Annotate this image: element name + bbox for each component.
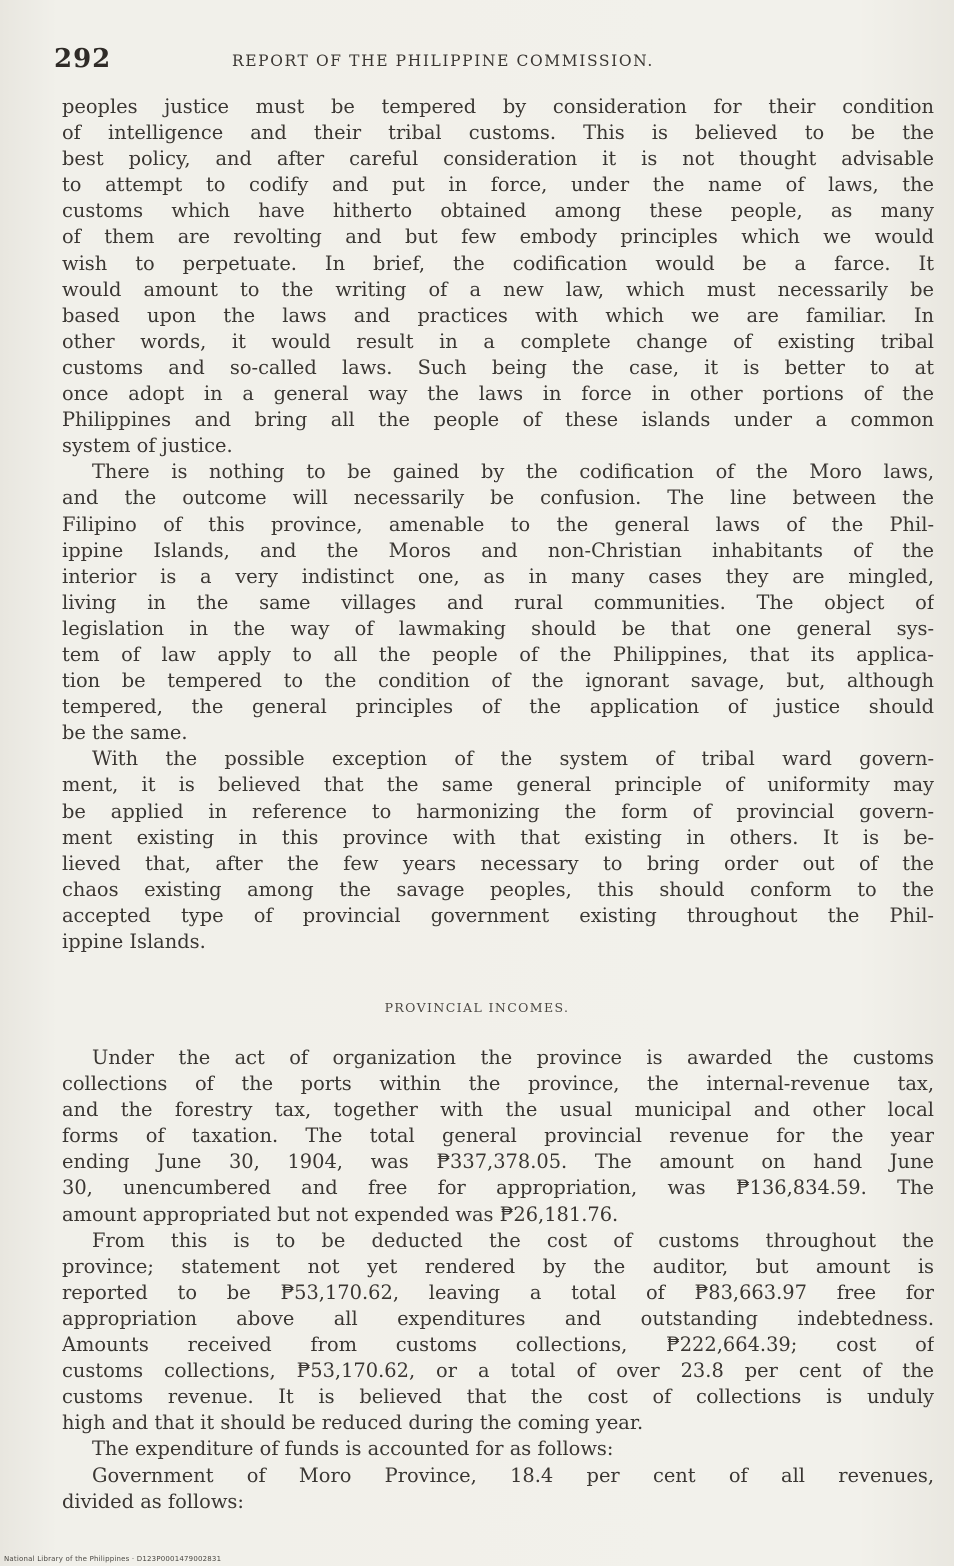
text-line: forms of taxation. The total general provincial revenue for the year: [62, 1124, 934, 1148]
text-line: amount appropriated but not expended was ₱26,181.76.: [62, 1202, 619, 1226]
text-line: With the possible exception of the system of tribal ward govern-: [92, 747, 934, 771]
text-line: Under the act of organization the province is awarded the customs: [92, 1046, 934, 1069]
text-line: be applied in reference to harmonizing the form of provincial govern-: [62, 799, 934, 823]
income-text: [62, 1045, 934, 1515]
text-line: divided as follows:: [62, 1489, 244, 1513]
text-line: province; statement not yet rendered by the auditor, but amount is: [62, 1254, 934, 1278]
text-line: 30, unencumbered and free for appropriation, was ₱136,834.59. The: [62, 1176, 934, 1200]
text-line: Philippines and bring all the people of these islands under a common: [62, 408, 934, 432]
text-line: Filipino of this province, amenable to the general laws of the Phil-: [62, 512, 934, 536]
text-line: of intelligence and their tribal customs. This is believed to be the: [62, 121, 934, 145]
text-line: ment, it is believed that the same general principle of uniformity may: [62, 773, 934, 797]
text-line: once adopt in a general way the laws in force in other portions of the: [62, 382, 934, 406]
text-line: other words, it would result in a complete change of existing tribal: [62, 329, 934, 353]
text-line: based upon the laws and practices with which we are familiar. In: [62, 303, 934, 327]
text-line: Amounts received from customs collections, ₱222,664.39; cost of: [62, 1333, 934, 1357]
text-line: customs which have hitherto obtained among these people, as many: [62, 199, 934, 223]
text-line: living in the same villages and rural communities. The object of: [62, 590, 934, 614]
text-line: and the forestry tax, together with the usual municipal and other local: [62, 1098, 934, 1122]
text-line: Government of Moro Province, 18.4 per cent of all revenues,: [92, 1463, 934, 1487]
page-number: 292: [54, 44, 112, 74]
text-line: best policy, and after careful consideration it is not thought advisable: [62, 147, 934, 171]
text-line: ending June 30, 1904, was ₱337,378.05. The amount on hand June: [62, 1150, 934, 1174]
text-line: chaos existing among the savage peoples, this should conform to the: [62, 877, 934, 901]
text-line: There is nothing to be gained by the codification of the Moro laws,: [92, 460, 934, 484]
text-line: to attempt to codify and put in force, under the name of laws, the: [62, 173, 934, 197]
text-line: system of justice.: [62, 434, 233, 458]
text-line: customs collections, ₱53,170.62, or a total of over 23.8 per cent of the: [62, 1359, 934, 1383]
text-line: wish to perpetuate. In brief, the codification would be a farce. It: [62, 251, 934, 275]
text-line: peoples justice must be tempered by consideration for their condition: [62, 95, 934, 118]
text-line: customs and so-called laws. Such being the case, it is better to at: [62, 355, 934, 379]
text-line: From this is to be deducted the cost of customs throughout the: [92, 1228, 934, 1252]
text-line: interior is a very indistinct one, as in many cases they are mingled,: [62, 564, 934, 588]
text-line: ment existing in this province with that existing in others. It is be-: [62, 825, 934, 849]
scan-credit: National Library of the Philippines · D123P0001479002831: [4, 1555, 222, 1563]
section-heading: PROVINCIAL INCOMES.: [384, 1000, 570, 1015]
text-line: customs revenue. It is believed that the cost of collections is unduly: [62, 1385, 934, 1409]
text-line: legislation in the way of lawmaking should be that one general sys-: [62, 616, 934, 640]
text-line: of them are revolting and but few embody principles which we would: [62, 225, 934, 249]
text-line: tion be tempered to the condition of the ignorant savage, but, although: [62, 669, 934, 693]
running-head: [54, 44, 934, 80]
text-line: accepted type of provincial government existing throughout the Phil-: [62, 903, 934, 927]
text-line: lieved that, after the few years necessary to bring order out of the: [62, 851, 934, 875]
text-line: tempered, the general principles of the application of justice should: [62, 695, 934, 719]
running-head-title: REPORT OF THE PHILIPPINE COMMISSION.: [232, 52, 654, 70]
text-line: and the outcome will necessarily be confusion. The line between the: [62, 486, 934, 510]
text-line: collections of the ports within the province, the internal-revenue tax,: [62, 1072, 934, 1096]
text-line: The expenditure of funds is accounted for as follows:: [92, 1437, 614, 1461]
text-line: be the same.: [62, 721, 188, 745]
body-text: [62, 94, 934, 955]
text-line: high and that it should be reduced during the coming year.: [62, 1411, 644, 1435]
text-line: reported to be ₱53,170.62, leaving a total of ₱83,663.97 free for: [62, 1280, 934, 1304]
text-line: ippine Islands, and the Moros and non-Christian inhabitants of the: [62, 538, 934, 562]
text-line: would amount to the writing of a new law, which must necessarily be: [62, 277, 934, 301]
text-line: appropriation above all expenditures and outstanding indebtedness.: [62, 1306, 934, 1330]
text-line: ippine Islands.: [62, 930, 206, 953]
text-line: tem of law apply to all the people of the Philippines, that its applica-: [62, 642, 934, 666]
